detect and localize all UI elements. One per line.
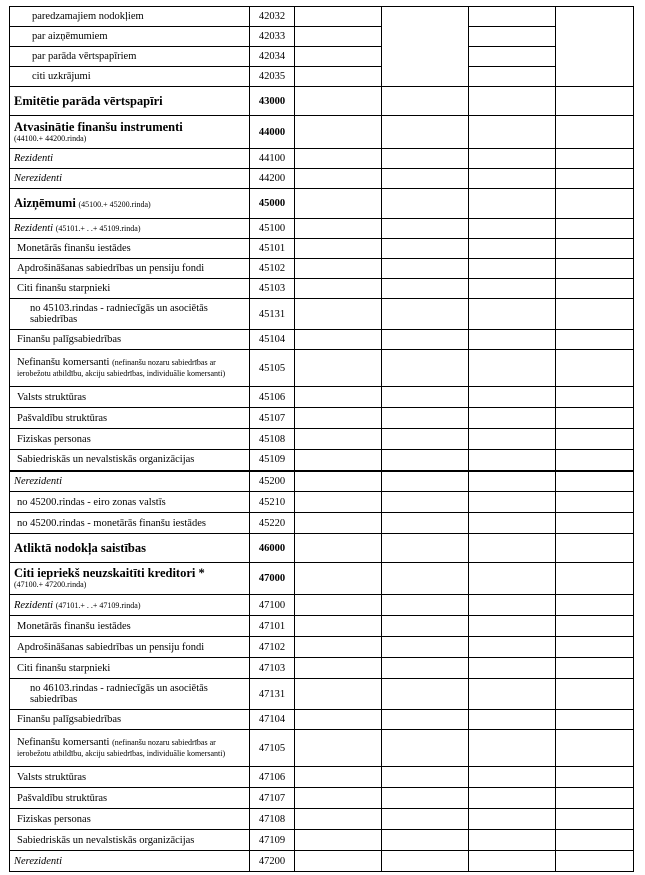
row-code: 47105 bbox=[250, 730, 295, 767]
row-label bbox=[10, 169, 250, 189]
value-cell[interactable] bbox=[382, 408, 469, 429]
value-cell[interactable] bbox=[469, 450, 556, 471]
value-cell[interactable] bbox=[469, 788, 556, 809]
value-cell[interactable] bbox=[469, 616, 556, 637]
row-code: 45103 bbox=[250, 279, 295, 299]
value-cell[interactable] bbox=[469, 87, 556, 116]
value-cell[interactable] bbox=[295, 116, 382, 149]
value-cell[interactable] bbox=[295, 471, 382, 492]
value-cell[interactable] bbox=[556, 387, 634, 408]
row-label: Finanšu palīgsabiedrības bbox=[10, 710, 250, 730]
value-cell[interactable] bbox=[469, 7, 556, 27]
row-code: 45109 bbox=[250, 450, 295, 471]
row-code: 47200 bbox=[250, 851, 295, 872]
value-cell[interactable] bbox=[382, 239, 469, 259]
value-cell[interactable] bbox=[382, 534, 469, 563]
value-cell[interactable] bbox=[382, 710, 469, 730]
row-code: 45107 bbox=[250, 408, 295, 429]
row-code: 45200 bbox=[250, 471, 295, 492]
row-label: Citi finanšu starpnieki bbox=[10, 658, 250, 679]
value-cell[interactable] bbox=[295, 563, 382, 595]
value-cell[interactable] bbox=[382, 299, 469, 330]
value-cell[interactable] bbox=[382, 809, 469, 830]
row-formula: (47101.+ . .+ 47109.rinda) bbox=[55, 600, 141, 610]
value-cell[interactable] bbox=[556, 563, 634, 595]
value-cell[interactable] bbox=[469, 513, 556, 534]
value-cell[interactable] bbox=[295, 679, 382, 710]
value-cell[interactable] bbox=[295, 851, 382, 872]
value-cell[interactable] bbox=[295, 534, 382, 563]
value-cell[interactable] bbox=[556, 809, 634, 830]
value-cell[interactable] bbox=[556, 429, 634, 450]
row-title: Nefinanšu komersanti bbox=[17, 737, 110, 748]
value-cell[interactable] bbox=[295, 637, 382, 658]
value-cell[interactable] bbox=[469, 830, 556, 851]
value-cell[interactable] bbox=[382, 219, 469, 239]
row-label: Valsts struktūras bbox=[10, 767, 250, 788]
value-cell[interactable] bbox=[556, 87, 634, 116]
value-cell[interactable] bbox=[469, 149, 556, 169]
row-title: Nerezidenti bbox=[14, 475, 63, 487]
value-cell[interactable] bbox=[556, 149, 634, 169]
value-cell[interactable] bbox=[556, 788, 634, 809]
row-code: 43000 bbox=[250, 87, 295, 116]
value-cell[interactable] bbox=[382, 429, 469, 450]
value-cell[interactable] bbox=[469, 563, 556, 595]
row-code: 45106 bbox=[250, 387, 295, 408]
row-label bbox=[10, 730, 250, 767]
row-label: no 45103.rindas - radniecīgās un asociētās sabiedrības bbox=[10, 299, 250, 330]
row-formula: (44100.+ 44200.rinda) bbox=[14, 133, 87, 143]
value-cell[interactable] bbox=[295, 788, 382, 809]
value-cell[interactable] bbox=[556, 616, 634, 637]
value-cell[interactable] bbox=[469, 387, 556, 408]
value-cell[interactable] bbox=[382, 637, 469, 658]
row-title: Rezidenti bbox=[14, 153, 54, 164]
row-label bbox=[10, 149, 250, 169]
value-cell[interactable] bbox=[382, 116, 469, 149]
row-label: Fiziskas personas bbox=[10, 809, 250, 830]
row-title: Citi iepriekš neuzskaitīti kreditori * bbox=[14, 566, 205, 581]
value-cell[interactable] bbox=[295, 330, 382, 350]
value-cell[interactable] bbox=[469, 767, 556, 788]
value-cell[interactable] bbox=[556, 851, 634, 872]
row-code: 42033 bbox=[250, 27, 295, 47]
row-label: Apdrošināšanas sabiedrības un pensiju fondi bbox=[10, 637, 250, 658]
value-cell[interactable] bbox=[382, 279, 469, 299]
row-label: no 45200.rindas - monetārās finanšu iestādes bbox=[10, 513, 250, 534]
value-cell[interactable] bbox=[556, 169, 634, 189]
value-cell[interactable] bbox=[469, 239, 556, 259]
value-cell[interactable] bbox=[295, 513, 382, 534]
row-code: 42032 bbox=[250, 7, 295, 27]
value-cell[interactable] bbox=[469, 408, 556, 429]
value-cell[interactable] bbox=[295, 47, 382, 67]
value-cell[interactable] bbox=[295, 595, 382, 616]
value-cell[interactable] bbox=[469, 169, 556, 189]
row-code: 45108 bbox=[250, 429, 295, 450]
value-cell[interactable] bbox=[469, 116, 556, 149]
value-cell[interactable] bbox=[556, 830, 634, 851]
row-code: 47101 bbox=[250, 616, 295, 637]
row-label bbox=[10, 563, 250, 595]
value-cell[interactable] bbox=[469, 330, 556, 350]
row-code: 44100 bbox=[250, 149, 295, 169]
row-code: 46000 bbox=[250, 534, 295, 563]
value-cell[interactable] bbox=[469, 658, 556, 679]
row-title: Nerezidenti bbox=[14, 173, 63, 184]
value-cell[interactable] bbox=[295, 299, 382, 330]
value-cell[interactable] bbox=[556, 330, 634, 350]
value-cell[interactable] bbox=[295, 658, 382, 679]
value-cell[interactable] bbox=[556, 239, 634, 259]
value-cell[interactable] bbox=[556, 679, 634, 710]
value-cell[interactable] bbox=[382, 679, 469, 710]
value-cell[interactable] bbox=[382, 259, 469, 279]
value-cell[interactable] bbox=[469, 637, 556, 658]
row-label: par aizņēmumiem bbox=[10, 27, 250, 47]
value-cell[interactable] bbox=[469, 429, 556, 450]
value-cell[interactable] bbox=[556, 408, 634, 429]
row-code: 47000 bbox=[250, 563, 295, 595]
value-cell[interactable] bbox=[556, 658, 634, 679]
value-cell[interactable] bbox=[556, 259, 634, 279]
value-cell[interactable] bbox=[382, 767, 469, 788]
row-code: 45220 bbox=[250, 513, 295, 534]
row-formula: (45101.+ . .+ 45109.rinda) bbox=[55, 224, 141, 233]
row-code: 45000 bbox=[250, 189, 295, 219]
row-code: 47131 bbox=[250, 679, 295, 710]
value-cell[interactable] bbox=[295, 492, 382, 513]
row-code: 45102 bbox=[250, 259, 295, 279]
row-label: Pašvaldību struktūras bbox=[10, 788, 250, 809]
value-cell[interactable] bbox=[469, 710, 556, 730]
value-cell[interactable] bbox=[469, 809, 556, 830]
row-title: Aizņēmumi bbox=[14, 196, 76, 210]
value-cell[interactable] bbox=[382, 87, 469, 116]
row-label: Valsts struktūras bbox=[10, 387, 250, 408]
row-code: 47107 bbox=[250, 788, 295, 809]
value-cell[interactable] bbox=[382, 450, 469, 471]
row-label bbox=[10, 219, 250, 239]
row-label: Sabiedriskās un nevalstiskās organizācijas bbox=[10, 450, 250, 471]
value-cell[interactable] bbox=[556, 7, 634, 87]
value-cell[interactable] bbox=[556, 279, 634, 299]
row-title: Emitētie parāda vērtspapīri bbox=[14, 93, 163, 108]
value-cell[interactable] bbox=[295, 27, 382, 47]
value-cell[interactable] bbox=[382, 350, 469, 387]
value-cell[interactable] bbox=[295, 408, 382, 429]
row-title: Rezidenti bbox=[14, 223, 54, 234]
row-code: 42035 bbox=[250, 67, 295, 87]
value-cell[interactable] bbox=[556, 513, 634, 534]
row-label bbox=[10, 87, 250, 116]
value-cell[interactable] bbox=[382, 471, 469, 492]
value-cell[interactable] bbox=[295, 67, 382, 87]
row-code: 45210 bbox=[250, 492, 295, 513]
row-formula: (47100.+ 47200.rinda) bbox=[14, 580, 87, 590]
row-label: Citi finanšu starpnieki bbox=[10, 279, 250, 299]
value-cell[interactable] bbox=[382, 595, 469, 616]
value-cell[interactable] bbox=[469, 534, 556, 563]
row-label: par parāda vērtspapīriem bbox=[10, 47, 250, 67]
row-title: Rezidenti bbox=[14, 599, 54, 611]
row-title: Atvasinātie finanšu instrumenti bbox=[14, 119, 183, 134]
value-cell[interactable] bbox=[295, 169, 382, 189]
value-cell[interactable] bbox=[556, 492, 634, 513]
value-cell[interactable] bbox=[295, 830, 382, 851]
row-label: Monetārās finanšu iestādes bbox=[10, 616, 250, 637]
value-cell[interactable] bbox=[469, 851, 556, 872]
row-code: 47106 bbox=[250, 767, 295, 788]
value-cell[interactable] bbox=[382, 730, 469, 767]
value-cell[interactable] bbox=[469, 492, 556, 513]
row-title: Nerezidenti bbox=[14, 855, 63, 867]
row-label: no 46103.rindas - radniecīgās un asociētās sabiedrības bbox=[10, 679, 250, 710]
value-cell[interactable] bbox=[295, 149, 382, 169]
value-cell[interactable] bbox=[469, 679, 556, 710]
value-cell[interactable] bbox=[556, 350, 634, 387]
value-cell[interactable] bbox=[382, 7, 469, 87]
value-cell[interactable] bbox=[556, 595, 634, 616]
row-label: Apdrošināšanas sabiedrības un pensiju fondi bbox=[10, 259, 250, 279]
value-cell[interactable] bbox=[382, 330, 469, 350]
row-label: Monetārās finanšu iestādes bbox=[10, 239, 250, 259]
row-label bbox=[10, 116, 250, 149]
value-cell[interactable] bbox=[469, 189, 556, 219]
row-label bbox=[10, 851, 250, 872]
row-code: 45101 bbox=[250, 239, 295, 259]
value-cell[interactable] bbox=[295, 450, 382, 471]
value-cell[interactable] bbox=[469, 27, 556, 47]
value-cell[interactable] bbox=[382, 169, 469, 189]
value-cell[interactable] bbox=[295, 189, 382, 219]
row-code: 45105 bbox=[250, 350, 295, 387]
value-cell[interactable] bbox=[295, 7, 382, 27]
row-label: citi uzkrājumi bbox=[10, 67, 250, 87]
value-cell[interactable] bbox=[469, 595, 556, 616]
value-cell[interactable] bbox=[556, 450, 634, 471]
value-cell[interactable] bbox=[556, 189, 634, 219]
value-cell[interactable] bbox=[556, 471, 634, 492]
value-cell[interactable] bbox=[295, 387, 382, 408]
value-cell[interactable] bbox=[295, 429, 382, 450]
value-cell[interactable] bbox=[295, 730, 382, 767]
row-label: Sabiedriskās un nevalstiskās organizācijas bbox=[10, 830, 250, 851]
row-code: 47109 bbox=[250, 830, 295, 851]
row-code: 47104 bbox=[250, 710, 295, 730]
value-cell[interactable] bbox=[556, 637, 634, 658]
row-label bbox=[10, 471, 250, 492]
balance-sheet-table bbox=[9, 6, 634, 872]
value-cell[interactable] bbox=[295, 350, 382, 387]
value-cell[interactable] bbox=[382, 513, 469, 534]
value-cell[interactable] bbox=[295, 616, 382, 637]
row-code: 44000 bbox=[250, 116, 295, 149]
value-cell[interactable] bbox=[556, 767, 634, 788]
value-cell[interactable] bbox=[295, 219, 382, 239]
value-cell[interactable] bbox=[556, 116, 634, 149]
row-code: 45131 bbox=[250, 299, 295, 330]
row-code: 44200 bbox=[250, 169, 295, 189]
value-cell[interactable] bbox=[382, 563, 469, 595]
row-note: (nefinanšu nozaru sabiedrības ar ierobežotu atbildību, akciju sabiedrības, individuālie komersanti) bbox=[17, 738, 226, 758]
value-cell[interactable] bbox=[295, 87, 382, 116]
row-code: 47100 bbox=[250, 595, 295, 616]
value-cell[interactable] bbox=[469, 471, 556, 492]
value-cell[interactable] bbox=[295, 809, 382, 830]
row-label bbox=[10, 595, 250, 616]
row-code: 47102 bbox=[250, 637, 295, 658]
row-label: Finanšu palīgsabiedrības bbox=[10, 330, 250, 350]
value-cell[interactable] bbox=[469, 67, 556, 87]
row-label: paredzamajiem nodokļiem bbox=[10, 7, 250, 27]
value-cell[interactable] bbox=[382, 492, 469, 513]
value-cell[interactable] bbox=[469, 299, 556, 330]
value-cell[interactable] bbox=[469, 259, 556, 279]
value-cell[interactable] bbox=[382, 387, 469, 408]
value-cell[interactable] bbox=[382, 189, 469, 219]
row-label: no 45200.rindas - eiro zonas valstīs bbox=[10, 492, 250, 513]
value-cell[interactable] bbox=[469, 219, 556, 239]
value-cell[interactable] bbox=[382, 658, 469, 679]
value-cell[interactable] bbox=[469, 47, 556, 67]
row-label: Pašvaldību struktūras bbox=[10, 408, 250, 429]
row-formula: (45100.+ 45200.rinda) bbox=[78, 200, 151, 209]
value-cell[interactable] bbox=[556, 710, 634, 730]
row-note: (nefinanšu nozaru sabiedrības ar ierobežotu atbildību, akciju sabiedrības, individuālie komersanti) bbox=[17, 358, 226, 378]
value-cell[interactable] bbox=[295, 259, 382, 279]
value-cell[interactable] bbox=[469, 730, 556, 767]
value-cell[interactable] bbox=[556, 730, 634, 767]
value-cell[interactable] bbox=[382, 851, 469, 872]
row-title: Atliktā nodokļa saistības bbox=[14, 540, 146, 555]
row-title: Nefinanšu komersanti bbox=[17, 357, 110, 368]
row-label bbox=[10, 350, 250, 387]
row-label: Fiziskas personas bbox=[10, 429, 250, 450]
value-cell[interactable] bbox=[382, 149, 469, 169]
value-cell[interactable] bbox=[382, 616, 469, 637]
value-cell[interactable] bbox=[295, 710, 382, 730]
value-cell[interactable] bbox=[469, 350, 556, 387]
row-code: 47108 bbox=[250, 809, 295, 830]
row-code: 45104 bbox=[250, 330, 295, 350]
value-cell[interactable] bbox=[295, 767, 382, 788]
row-code: 45100 bbox=[250, 219, 295, 239]
value-cell[interactable] bbox=[469, 279, 556, 299]
value-cell[interactable] bbox=[295, 279, 382, 299]
value-cell[interactable] bbox=[382, 788, 469, 809]
value-cell[interactable] bbox=[556, 219, 634, 239]
value-cell[interactable] bbox=[382, 830, 469, 851]
value-cell[interactable] bbox=[556, 299, 634, 330]
row-label bbox=[10, 534, 250, 563]
value-cell[interactable] bbox=[295, 239, 382, 259]
row-code: 47103 bbox=[250, 658, 295, 679]
value-cell[interactable] bbox=[556, 534, 634, 563]
row-label bbox=[10, 189, 250, 219]
row-code: 42034 bbox=[250, 47, 295, 67]
